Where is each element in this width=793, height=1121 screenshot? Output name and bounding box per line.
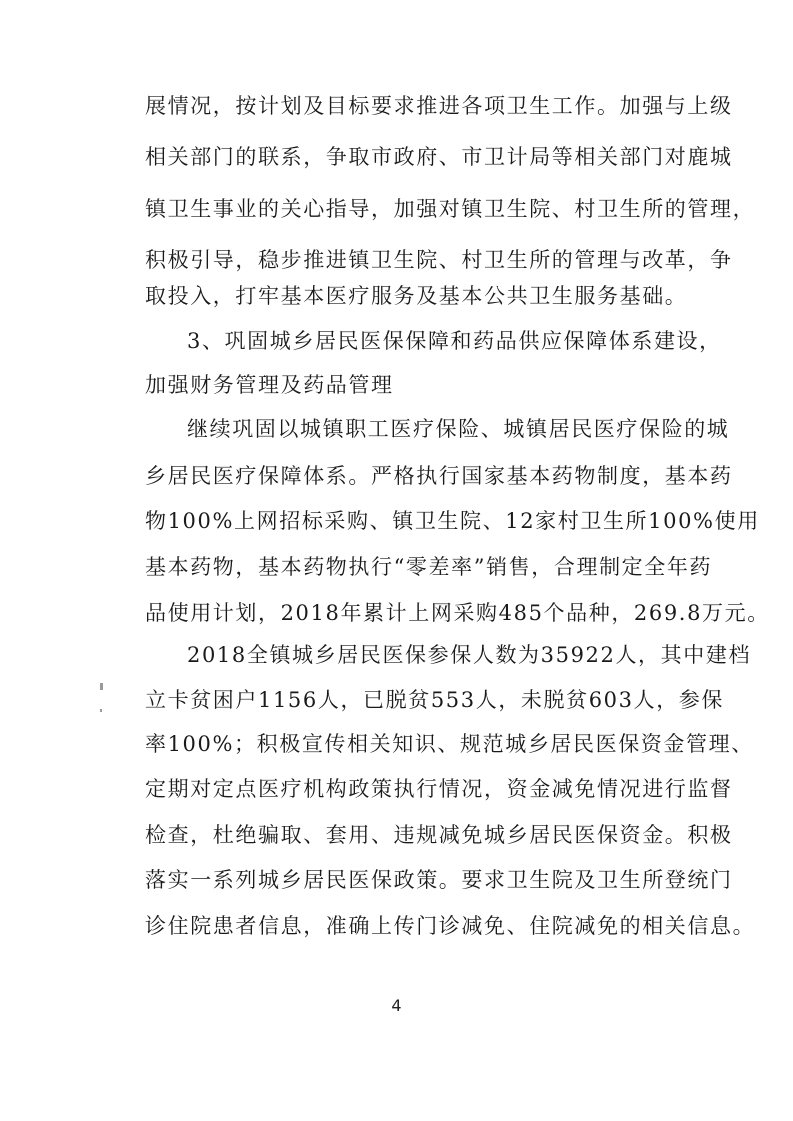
body-line: 品使用计划，2018年累计上网采购485个品种，269.8万元。 (145, 601, 770, 625)
body-line: 物100%上网招标采购、镇卫生院、12家村卫生所100%使用 (145, 509, 760, 533)
scan-speck (100, 709, 102, 712)
body-line: 乡居民医疗保障体系。严格执行国家基本药物制度，基本药 (145, 464, 733, 488)
body-line: 诊住院患者信息，准确上传门诊减免、住院减免的相关信息。 (145, 914, 756, 938)
body-line: 落实一系列城乡居民医保政策。要求卫生院及卫生所登统门 (145, 868, 733, 892)
body-line: 镇卫生事业的关心指导，加强对镇卫生院、村卫生所的管理， (145, 197, 756, 221)
body-line: 检查，杜绝骗取、套用、违规减免城乡居民医保资金。积极 (145, 823, 733, 847)
body-line: 积极引导，稳步推进镇卫生院、村卫生所的管理与改革，争 (145, 248, 733, 272)
paragraph-first-line: 2018全镇城乡居民医保参保人数为35922人，其中建档 (187, 643, 752, 667)
page-number: 4 (391, 996, 402, 1015)
paragraph-first-line: 继续巩固以城镇职工医疗保险、城镇居民医疗保险的城 (187, 417, 730, 441)
body-line: 展情况，按计划及目标要求推进各项卫生工作。加强与上级 (145, 94, 733, 118)
section-heading: 3、巩固城乡居民医保保障和药品供应保障体系建设， (187, 329, 722, 353)
section-heading-continued: 加强财务管理及药品管理 (145, 373, 394, 397)
scan-speck (100, 683, 103, 690)
body-line: 基本药物，基本药物执行“零差率”销售，合理制定全年药 (145, 555, 713, 579)
body-line: 取投入，打牢基本医疗服务及基本公共卫生服务基础。 (145, 284, 688, 308)
body-line: 定期对定点医疗机构政策执行情况，资金减免情况进行监督 (145, 777, 733, 801)
body-line: 率100%；积极宣传相关知识、规范城乡居民医保资金管理、 (145, 732, 754, 756)
body-line: 相关部门的联系，争取市政府、市卫计局等相关部门对鹿城 (145, 145, 733, 169)
body-line: 立卡贫困户1156人，已脱贫553人，未脱贫603人，参保 (145, 688, 725, 712)
